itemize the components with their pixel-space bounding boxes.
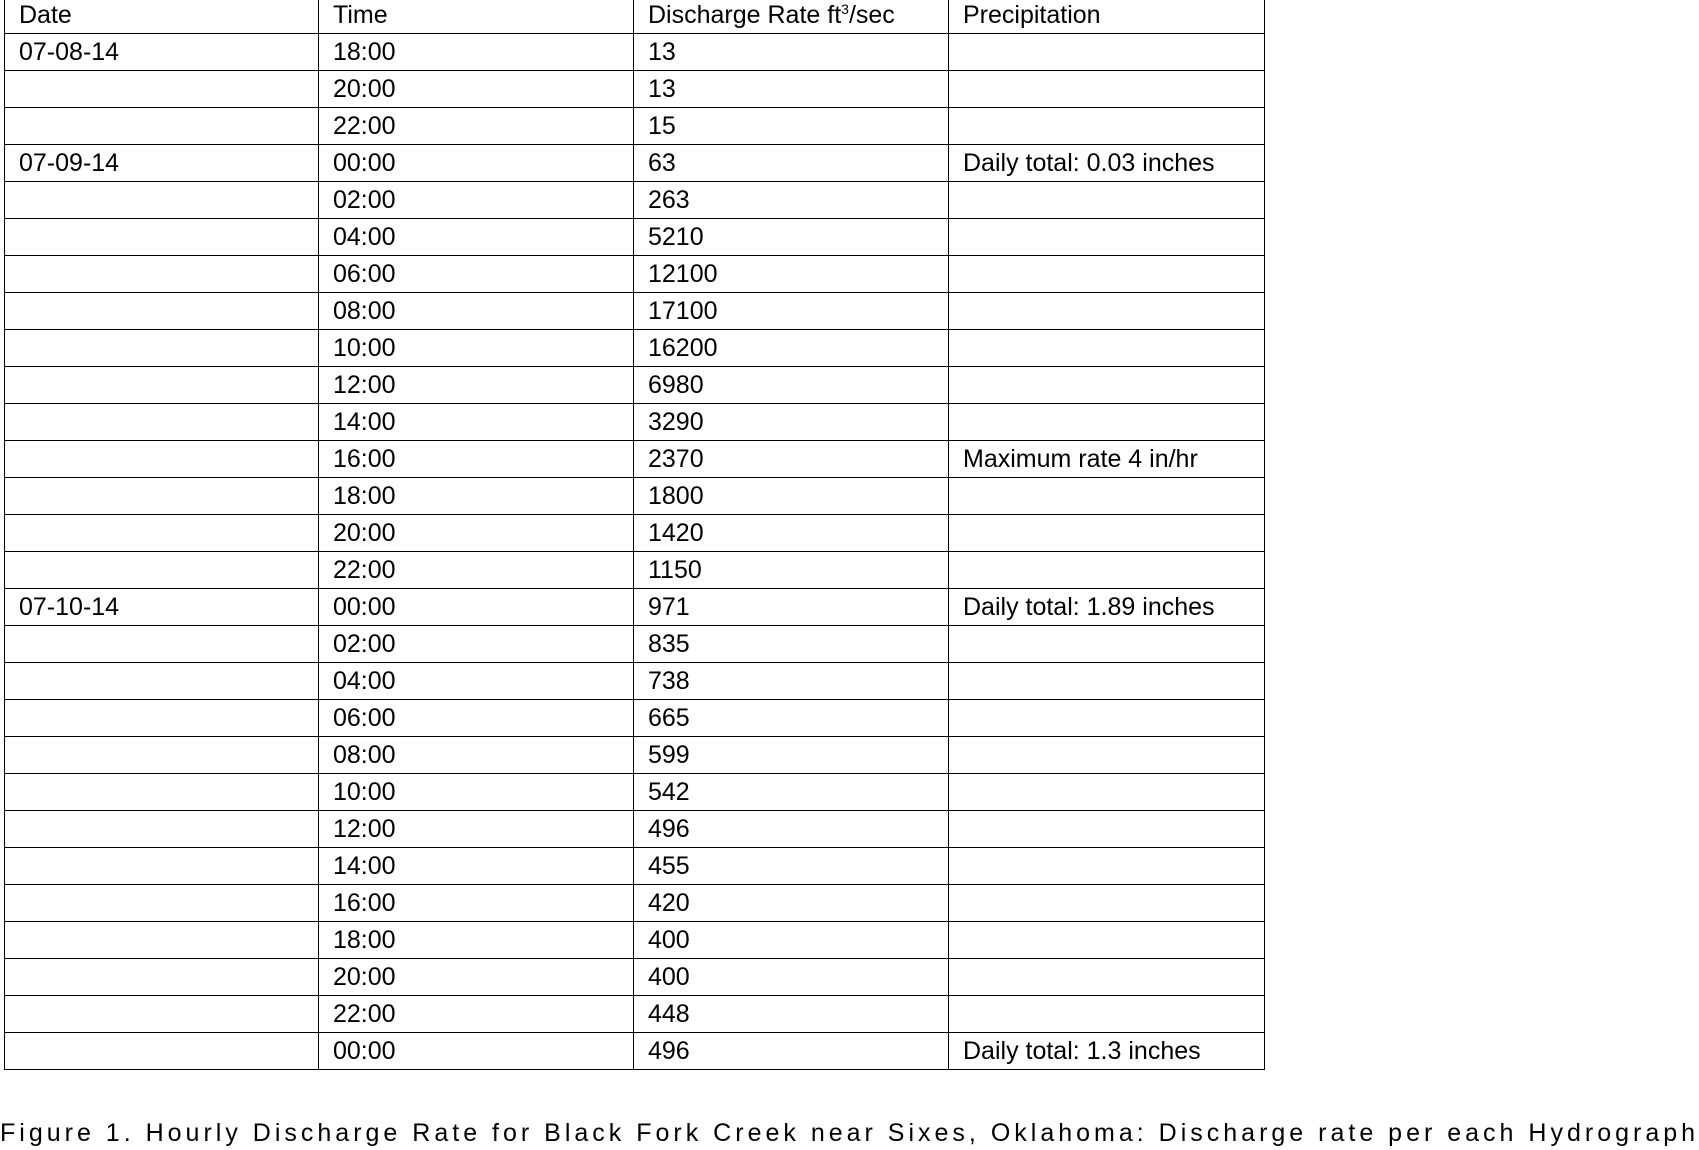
cell-time: 08:00	[319, 737, 634, 774]
table-row	[5, 145, 1265, 182]
header-discharge-prefix: Discharge Rate ft	[648, 1, 842, 29]
cell-date	[5, 922, 319, 959]
table-row	[5, 959, 1265, 996]
cell-precipitation	[949, 774, 1265, 811]
cell-discharge: 3290	[634, 404, 949, 441]
cell-date: 07-08-14	[5, 34, 319, 71]
cell-date	[5, 367, 319, 404]
cell-discharge: 12100	[634, 256, 949, 293]
cell-discharge: 496	[634, 811, 949, 848]
cell-time: 18:00	[319, 922, 634, 959]
header-discharge-suffix: /sec	[848, 1, 895, 29]
cell-discharge: 400	[634, 959, 949, 996]
table-row	[5, 922, 1265, 959]
cell-date	[5, 404, 319, 441]
cell-precipitation	[949, 182, 1265, 219]
cell-time: 14:00	[319, 404, 634, 441]
cell-time: 16:00	[319, 441, 634, 478]
cell-date	[5, 256, 319, 293]
table-row	[5, 552, 1265, 589]
table-row	[5, 256, 1265, 293]
cell-discharge: 1150	[634, 552, 949, 589]
cell-precipitation	[949, 404, 1265, 441]
cell-discharge: 13	[634, 34, 949, 71]
cell-time: 12:00	[319, 811, 634, 848]
cell-precipitation	[949, 959, 1265, 996]
table-row	[5, 1033, 1265, 1070]
cell-precipitation	[949, 293, 1265, 330]
table-row	[5, 885, 1265, 922]
header-row	[5, 0, 1265, 34]
cell-precipitation	[949, 663, 1265, 700]
cell-date	[5, 663, 319, 700]
cell-date	[5, 293, 319, 330]
cell-date	[5, 848, 319, 885]
table-row	[5, 367, 1265, 404]
header-time: Time	[319, 0, 634, 34]
table-row	[5, 478, 1265, 515]
cell-date	[5, 700, 319, 737]
cell-discharge: 16200	[634, 330, 949, 367]
cell-precipitation	[949, 848, 1265, 885]
cell-time: 02:00	[319, 626, 634, 663]
cell-discharge: 599	[634, 737, 949, 774]
cell-date	[5, 1033, 319, 1070]
cell-time: 06:00	[319, 700, 634, 737]
cell-precipitation	[949, 737, 1265, 774]
cell-discharge: 971	[634, 589, 949, 626]
cell-precipitation: Maximum rate 4 in/hr	[949, 441, 1265, 478]
cell-date	[5, 330, 319, 367]
cell-date	[5, 219, 319, 256]
cell-precipitation	[949, 108, 1265, 145]
discharge-table	[4, 0, 1265, 1070]
cell-precipitation	[949, 700, 1265, 737]
cell-time: 20:00	[319, 71, 634, 108]
cell-precipitation	[949, 330, 1265, 367]
cell-time: 20:00	[319, 959, 634, 996]
table-row	[5, 811, 1265, 848]
cell-discharge: 665	[634, 700, 949, 737]
cell-discharge: 738	[634, 663, 949, 700]
cell-discharge: 63	[634, 145, 949, 182]
table-row	[5, 774, 1265, 811]
cell-date	[5, 885, 319, 922]
cell-time: 10:00	[319, 774, 634, 811]
cell-date	[5, 478, 319, 515]
cell-precipitation	[949, 922, 1265, 959]
cell-date: 07-09-14	[5, 145, 319, 182]
cell-time: 22:00	[319, 552, 634, 589]
table-row	[5, 737, 1265, 774]
cell-discharge: 835	[634, 626, 949, 663]
cell-precipitation	[949, 219, 1265, 256]
cell-discharge: 455	[634, 848, 949, 885]
cell-time: 04:00	[319, 663, 634, 700]
cell-time: 06:00	[319, 256, 634, 293]
cell-date	[5, 108, 319, 145]
table-row	[5, 219, 1265, 256]
table-row	[5, 182, 1265, 219]
table-row	[5, 626, 1265, 663]
cell-time: 10:00	[319, 330, 634, 367]
cell-discharge: 263	[634, 182, 949, 219]
table-row	[5, 515, 1265, 552]
cell-discharge: 496	[634, 1033, 949, 1070]
cell-time: 16:00	[319, 885, 634, 922]
cell-precipitation: Daily total: 1.3 inches	[949, 1033, 1265, 1070]
header-date: Date	[5, 0, 319, 34]
cell-discharge: 420	[634, 885, 949, 922]
cell-discharge: 13	[634, 71, 949, 108]
table-row	[5, 71, 1265, 108]
cell-time: 12:00	[319, 367, 634, 404]
header-discharge-rate	[634, 0, 949, 34]
cell-precipitation: Daily total: 1.89 inches	[949, 589, 1265, 626]
cell-time: 00:00	[319, 589, 634, 626]
cell-precipitation	[949, 71, 1265, 108]
cell-time: 22:00	[319, 108, 634, 145]
cell-discharge: 400	[634, 922, 949, 959]
table-row	[5, 293, 1265, 330]
cell-time: 02:00	[319, 182, 634, 219]
figure-caption: Figure 1. Hourly Discharge Rate for Black Fork Creek near Sixes, Oklahoma: Discharge rate per each Hydrograph	[0, 1119, 1699, 1147]
cell-precipitation	[949, 626, 1265, 663]
table-row	[5, 441, 1265, 478]
cell-precipitation	[949, 552, 1265, 589]
cell-time: 08:00	[319, 293, 634, 330]
cell-discharge: 17100	[634, 293, 949, 330]
cell-date	[5, 774, 319, 811]
cell-time: 22:00	[319, 996, 634, 1033]
cell-precipitation	[949, 515, 1265, 552]
cell-time: 04:00	[319, 219, 634, 256]
cell-time: 00:00	[319, 145, 634, 182]
header-precipitation: Precipitation	[949, 0, 1265, 34]
cell-discharge: 1800	[634, 478, 949, 515]
table-row	[5, 848, 1265, 885]
cell-discharge: 448	[634, 996, 949, 1033]
cell-discharge: 5210	[634, 219, 949, 256]
cell-date: 07-10-14	[5, 589, 319, 626]
table-row	[5, 996, 1265, 1033]
cell-date	[5, 811, 319, 848]
table-row	[5, 108, 1265, 145]
table-row	[5, 663, 1265, 700]
cell-precipitation: Daily total: 0.03 inches	[949, 145, 1265, 182]
cell-precipitation	[949, 367, 1265, 404]
cell-date	[5, 996, 319, 1033]
cell-discharge: 542	[634, 774, 949, 811]
cell-precipitation	[949, 34, 1265, 71]
cell-date	[5, 71, 319, 108]
cell-time: 18:00	[319, 34, 634, 71]
table-row	[5, 700, 1265, 737]
cell-discharge: 6980	[634, 367, 949, 404]
table-row	[5, 404, 1265, 441]
table-row	[5, 34, 1265, 71]
cell-precipitation	[949, 478, 1265, 515]
cell-discharge: 1420	[634, 515, 949, 552]
table-body	[5, 34, 1265, 1070]
cell-precipitation	[949, 885, 1265, 922]
cell-time: 20:00	[319, 515, 634, 552]
header-discharge-superscript: 3	[841, 1, 849, 17]
cell-precipitation	[949, 811, 1265, 848]
cell-date	[5, 626, 319, 663]
cell-discharge: 2370	[634, 441, 949, 478]
cell-date	[5, 441, 319, 478]
cell-discharge: 15	[634, 108, 949, 145]
cell-date	[5, 515, 319, 552]
cell-time: 14:00	[319, 848, 634, 885]
cell-date	[5, 182, 319, 219]
cell-time: 00:00	[319, 1033, 634, 1070]
table-row	[5, 330, 1265, 367]
cell-date	[5, 552, 319, 589]
cell-date	[5, 959, 319, 996]
cell-time: 18:00	[319, 478, 634, 515]
cell-precipitation	[949, 996, 1265, 1033]
cell-date	[5, 737, 319, 774]
cell-precipitation	[949, 256, 1265, 293]
table-row	[5, 589, 1265, 626]
table-header	[5, 0, 1265, 34]
